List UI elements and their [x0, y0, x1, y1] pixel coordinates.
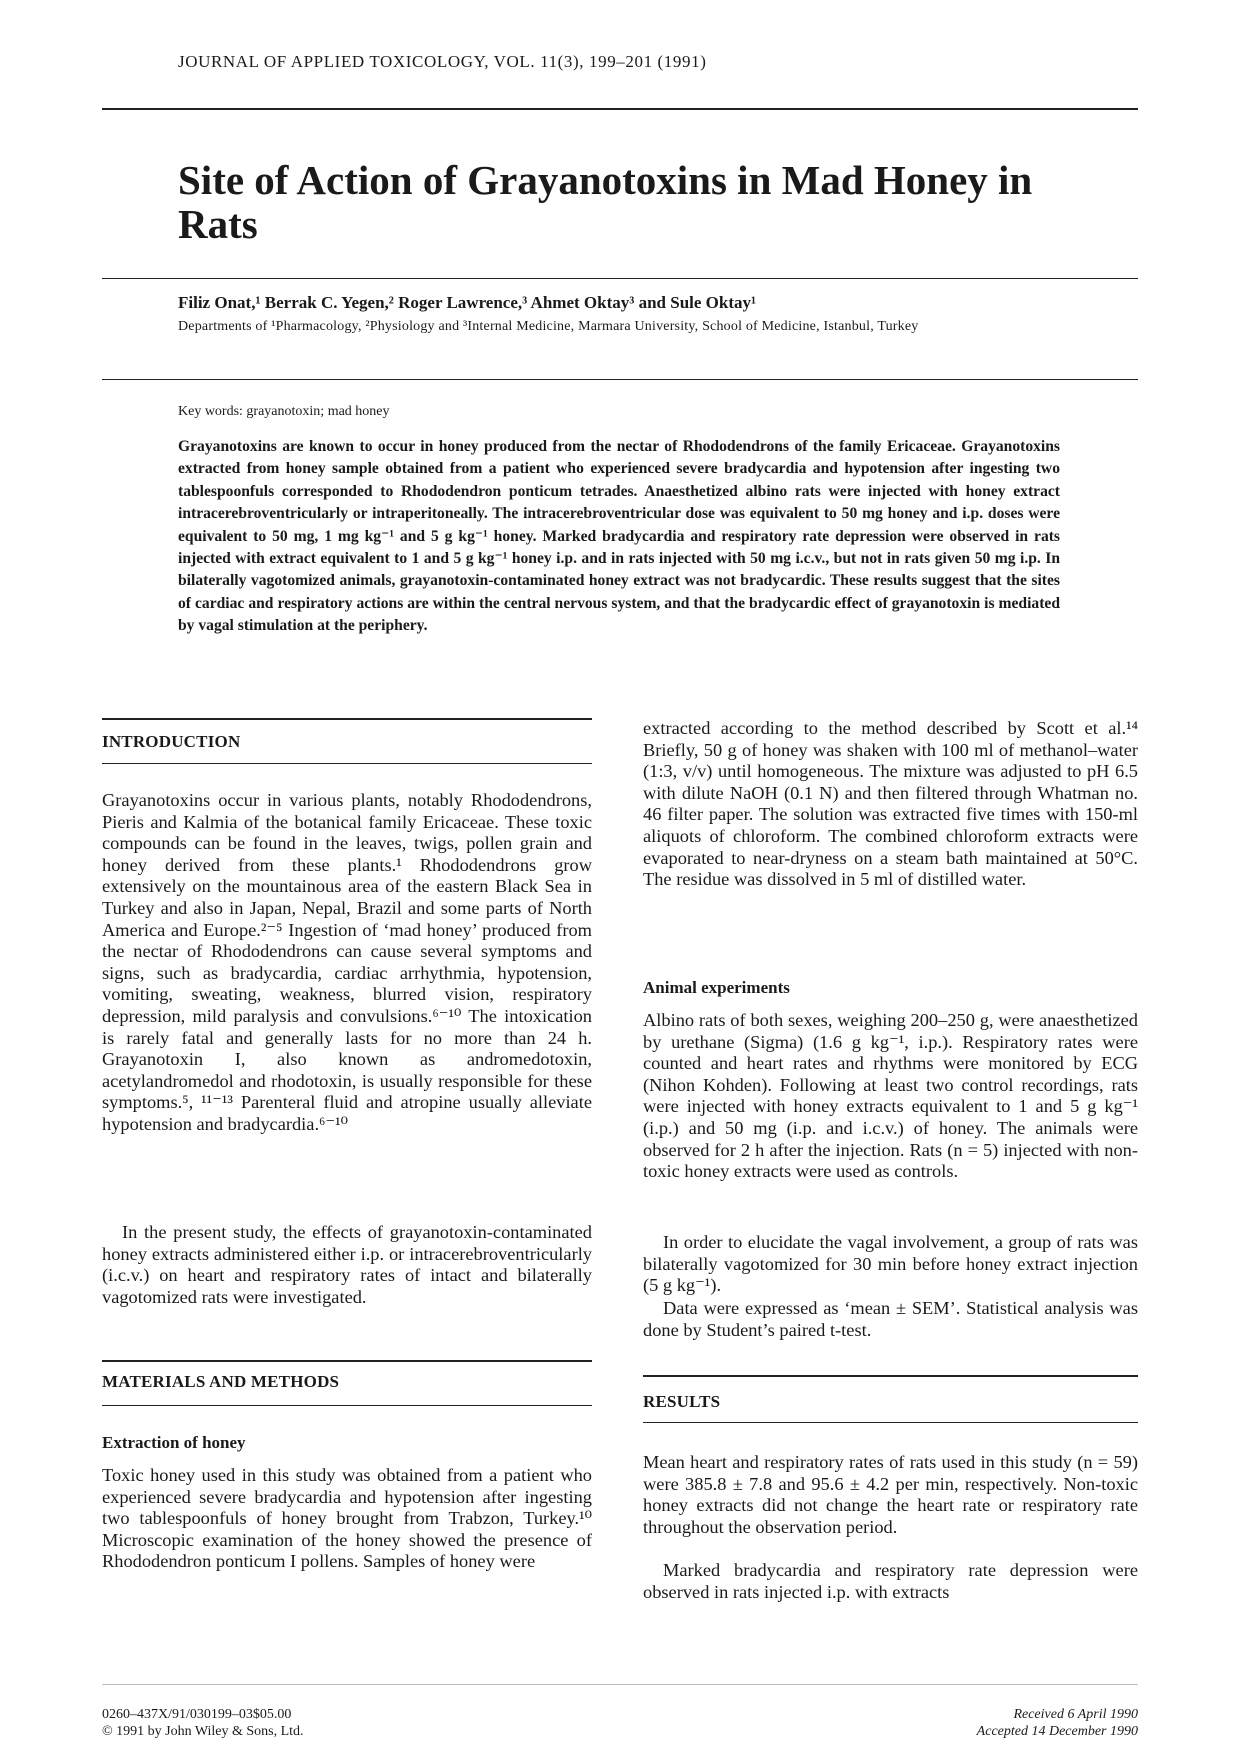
footer-code: 0260–437X/91/030199–03$05.00: [102, 1707, 292, 1722]
footer-copyright: © 1991 by John Wiley & Sons, Ltd.: [102, 1724, 304, 1739]
section-heading-introduction: INTRODUCTION: [102, 732, 241, 751]
footer-publisher: [102, 1706, 304, 1740]
affiliation: Departments of ¹Pharmacology, ²Physiology and ³Internal Medicine, Marmara University, School of Medicine, Istanbul, Turkey: [178, 319, 919, 334]
results-paragraph-2: Marked bradycardia and respiratory rate depression were observed in rats injected i.p. with extracts: [643, 1560, 1138, 1602]
results-rule-bottom: [643, 1422, 1138, 1423]
keywords: Key words: grayanotoxin; mad honey: [178, 404, 390, 419]
intro-paragraph-1: Grayanotoxins occur in various plants, notably Rhododendrons, Pieris and Kalmia of the botanical family Ericaceae. These toxic compounds can be found in the leaves, twigs, pollen grain and honey derived from these plants.¹ Rhododendrons grow extensively on the mountainous area of the eastern Black Sea in Turkey and also in Japan, Nepal, Brazil and some parts of North America and Europe.²⁻⁵ Ingestion of ‘mad honey’ produced from the nectar of Rhododendrons can cause several symptoms and signs, such as bradycardia, cardiac arrhythmia, hypotension, vomiting, sweating, weakness, blurred vision, respiratory depression, mild paralysis and convulsions.⁶⁻¹⁰ The intoxication is rarely fatal and generally lasts for no more than 24 h. Grayanotoxin I, also known as andromedotoxin, acetylandromedol and rhodotoxin, is usually responsible for these symptoms.⁵, ¹¹⁻¹³ Parenteral fluid and atropine usually alleviate hypotension and bradycardia.⁶⁻¹⁰: [102, 790, 592, 1134]
intro-paragraph-2: In the present study, the effects of grayanotoxin-contaminated honey extracts administered either i.p. or intracerebroventricularly (i.c.v.) on heart and respiratory rates of intact and bilaterally vagotomized rats were investigated.: [102, 1222, 592, 1307]
animal-paragraph-3: Data were expressed as ‘mean ± SEM’. Statistical analysis was done by Student’s paired t-test.: [643, 1298, 1138, 1340]
animal-paragraph-2: In order to elucidate the vagal involvement, a group of rats was bilaterally vagotomized for 30 min before honey extract injection (5 g kg⁻¹).: [643, 1232, 1138, 1296]
title-rule: [102, 278, 1138, 279]
animal-paragraph-1: Albino rats of both sexes, weighing 200–250 g, were anaesthetized by urethane (Sigma) (1.6 g kg⁻¹, i.p.). Respiratory rates were counted and heart rates and rhythms were monitored by ECG (Nihon Kohden). Following at least two control recordings, rats were injected with honey extracts equivalent to 1 and 5 g kg⁻¹ (i.p.) and 50 mg (i.p. and i.c.v.) of honey. The animals were observed for 2 h after the injection. Rats (n = 5) injected with non-toxic honey extracts were used as controls.: [643, 1010, 1138, 1182]
subheading-animal-experiments: Animal experiments: [643, 978, 790, 997]
methods-rule-bottom: [102, 1405, 592, 1406]
methods-rule-top: [102, 1360, 592, 1362]
running-head: JOURNAL OF APPLIED TOXICOLOGY, VOL. 11(3), 199–201 (1991): [178, 52, 707, 71]
abstract: Grayanotoxins are known to occur in honey produced from the nectar of Rhododendrons of the family Ericaceae. Grayanotoxins extracted from honey sample obtained from a patient who experienced severe bradycardia and hypotension after ingesting two tablespoonfuls corresponded to Rhododendron ponticum tetrades. Anaesthetized albino rats were injected with honey extract intracerebroventricularly or intraperitoneally. The intracerebroventricular dose was equivalent to 50 mg honey and i.p. doses were equivalent to 50 mg, 1 mg kg⁻¹ and 5 g kg⁻¹ honey. Marked bradycardia and respiratory rate depression were observed in rats injected with extract equivalent to 1 and 5 g kg⁻¹ honey i.p. and in rats injected with 50 mg i.c.v., but not in rats given 50 mg i.p. In bilaterally vagotomized animals, grayanotoxin-contaminated honey extract was not bradycardic. These results suggest that the sites of cardiac and respiratory actions are within the central nervous system, and that the bradycardic effect of grayanotoxin is mediated by vagal stimulation at the periphery.: [178, 438, 1060, 635]
extraction-paragraph-continued: extracted according to the method described by Scott et al.¹⁴ Briefly, 50 g of honey was shaken with 100 ml of methanol–water (1:3, v/v) until homogeneous. The mixture was adjusted to pH 6.5 with dilute NaOH (0.1 N) and then filtered through Whatman no. 46 filter paper. The solution was extracted five times with 150-ml aliquots of chloroform. The combined chloroform extracts were evaporated to near-dryness on a steam bath maintained at 50°C. The residue was dissolved in 5 ml of distilled water.: [643, 718, 1138, 890]
header-rule: [102, 108, 1138, 110]
footer-dates: [840, 1706, 1138, 1740]
subheading-extraction: Extraction of honey: [102, 1433, 246, 1452]
author-list: Filiz Onat,¹ Berrak C. Yegen,² Roger Lawrence,³ Ahmet Oktay³ and Sule Oktay¹: [178, 293, 757, 312]
article-title: Site of Action of Grayanotoxins in Mad Honey in Rats: [178, 157, 1033, 247]
footer-rule: [102, 1684, 1138, 1685]
affiliation-rule: [102, 379, 1138, 380]
intro-rule-bottom: [102, 763, 592, 764]
section-heading-methods: MATERIALS AND METHODS: [102, 1372, 340, 1391]
received-date: Received 6 April 1990: [1013, 1707, 1138, 1722]
accepted-date: Accepted 14 December 1990: [976, 1724, 1138, 1739]
section-heading-results: RESULTS: [643, 1392, 721, 1411]
intro-rule-top: [102, 718, 592, 720]
extraction-paragraph: Toxic honey used in this study was obtained from a patient who experienced severe bradycardia and hypotension after ingesting two tablespoonfuls of honey brought from Trabzon, Turkey.¹⁰ Microscopic examination of the honey showed the presence of Rhododendron ponticum I pollens. Samples of honey were: [102, 1465, 592, 1572]
results-paragraph-1: Mean heart and respiratory rates of rats used in this study (n = 59) were 385.8 ± 7.8 and 95.6 ± 4.2 per min, respectively. Non-toxic honey extracts did not change the heart rate or respiratory rate throughout the observation period.: [643, 1452, 1138, 1537]
results-rule-top: [643, 1375, 1138, 1377]
